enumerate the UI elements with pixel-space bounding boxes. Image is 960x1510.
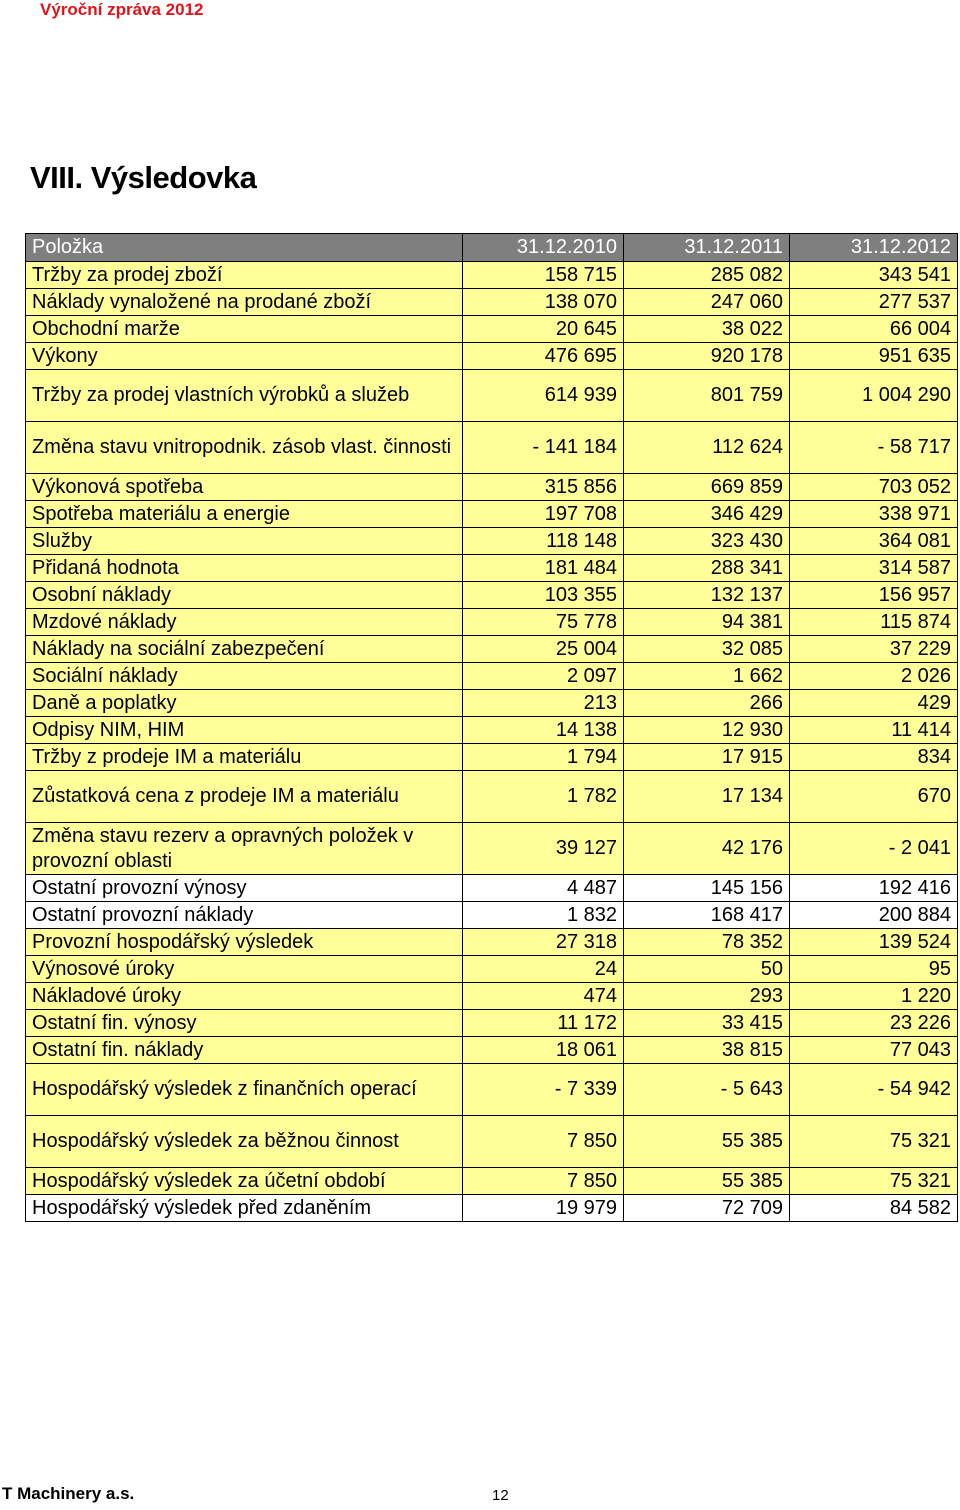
value-2010: 103 355: [463, 582, 624, 609]
value-2012: 343 541: [790, 262, 958, 289]
value-2012: 75 321: [790, 1168, 958, 1195]
row-label: Nákladové úroky: [26, 983, 463, 1010]
table-row: [26, 555, 958, 582]
value-2010: 11 172: [463, 1010, 624, 1037]
value-2011: 38 815: [624, 1037, 790, 1064]
value-2010: 4 487: [463, 875, 624, 902]
table-row: [26, 744, 958, 771]
value-2011: 55 385: [624, 1116, 790, 1168]
table-row: [26, 875, 958, 902]
value-2010: 474: [463, 983, 624, 1010]
table-row: [26, 289, 958, 316]
section-title: VIII. Výsledovka: [30, 160, 257, 195]
table-row: [26, 1037, 958, 1064]
value-2012: 95: [790, 956, 958, 983]
value-2010: 2 097: [463, 663, 624, 690]
value-2011: 50: [624, 956, 790, 983]
row-label: Provozní hospodářský výsledek: [26, 929, 463, 956]
value-2011: 132 137: [624, 582, 790, 609]
row-label: Přidaná hodnota: [26, 555, 463, 582]
table-row: [26, 501, 958, 528]
value-2012: 77 043: [790, 1037, 958, 1064]
row-label: Obchodní marže: [26, 316, 463, 343]
table-row: [26, 262, 958, 289]
value-2011: 112 624: [624, 422, 790, 474]
value-2010: 614 939: [463, 370, 624, 422]
table-row: [26, 1064, 958, 1116]
row-label: Tržby z prodeje IM a materiálu: [26, 744, 463, 771]
table-row: [26, 343, 958, 370]
value-2012: 84 582: [790, 1195, 958, 1222]
row-label: Hospodářský výsledek před zdaněním: [26, 1195, 463, 1222]
value-2011: 801 759: [624, 370, 790, 422]
row-label: Spotřeba materiálu a energie: [26, 501, 463, 528]
value-2012: - 2 041: [790, 823, 958, 875]
table-row: [26, 609, 958, 636]
footer-company: T Machinery a.s.: [2, 1484, 135, 1503]
value-2010: 27 318: [463, 929, 624, 956]
value-2011: 323 430: [624, 528, 790, 555]
value-2010: 315 856: [463, 474, 624, 501]
value-2012: 364 081: [790, 528, 958, 555]
value-2010: 118 148: [463, 528, 624, 555]
table-row: [26, 528, 958, 555]
table-row: [26, 717, 958, 744]
table-row: [26, 771, 958, 823]
row-label: Hospodářský výsledek za běžnou činnost: [26, 1116, 463, 1168]
row-label: Sociální náklady: [26, 663, 463, 690]
value-2010: 158 715: [463, 262, 624, 289]
row-label: Zůstatková cena z prodeje IM a materiálu: [26, 771, 463, 823]
value-2010: 1 782: [463, 771, 624, 823]
column-header-item: Položka: [26, 234, 463, 262]
value-2012: 11 414: [790, 717, 958, 744]
table-row: [26, 636, 958, 663]
value-2010: 1 832: [463, 902, 624, 929]
table-row: [26, 902, 958, 929]
row-label: Náklady vynaložené na prodané zboží: [26, 289, 463, 316]
table-row: [26, 422, 958, 474]
row-label: Služby: [26, 528, 463, 555]
value-2011: 42 176: [624, 823, 790, 875]
value-2012: 115 874: [790, 609, 958, 636]
table-row: [26, 823, 958, 875]
table-row: [26, 983, 958, 1010]
value-2010: - 141 184: [463, 422, 624, 474]
value-2012: - 54 942: [790, 1064, 958, 1116]
column-header-2012: 31.12.2012: [790, 234, 958, 262]
value-2012: 200 884: [790, 902, 958, 929]
value-2010: 14 138: [463, 717, 624, 744]
value-2011: 168 417: [624, 902, 790, 929]
row-label: Výkonová spotřeba: [26, 474, 463, 501]
table-row: [26, 956, 958, 983]
value-2012: 139 524: [790, 929, 958, 956]
table-row: [26, 370, 958, 422]
row-label: Ostatní provozní náklady: [26, 902, 463, 929]
value-2011: 12 930: [624, 717, 790, 744]
value-2012: 1 220: [790, 983, 958, 1010]
value-2010: 181 484: [463, 555, 624, 582]
value-2012: 2 026: [790, 663, 958, 690]
value-2010: 18 061: [463, 1037, 624, 1064]
value-2011: 55 385: [624, 1168, 790, 1195]
table-row: [26, 690, 958, 717]
value-2010: 24: [463, 956, 624, 983]
row-label: Výnosové úroky: [26, 956, 463, 983]
value-2010: - 7 339: [463, 1064, 624, 1116]
value-2012: 670: [790, 771, 958, 823]
value-2012: 156 957: [790, 582, 958, 609]
value-2012: 75 321: [790, 1116, 958, 1168]
row-label: Náklady na sociální zabezpečení: [26, 636, 463, 663]
column-header-2011: 31.12.2011: [624, 234, 790, 262]
value-2012: - 58 717: [790, 422, 958, 474]
value-2010: 39 127: [463, 823, 624, 875]
table-row: [26, 1116, 958, 1168]
value-2011: 17 134: [624, 771, 790, 823]
value-2012: 37 229: [790, 636, 958, 663]
value-2011: 72 709: [624, 1195, 790, 1222]
value-2012: 1 004 290: [790, 370, 958, 422]
value-2011: 17 915: [624, 744, 790, 771]
value-2012: 703 052: [790, 474, 958, 501]
value-2010: 7 850: [463, 1168, 624, 1195]
value-2011: 78 352: [624, 929, 790, 956]
value-2011: 288 341: [624, 555, 790, 582]
value-2011: 920 178: [624, 343, 790, 370]
value-2011: 247 060: [624, 289, 790, 316]
row-label: Hospodářský výsledek za účetní období: [26, 1168, 463, 1195]
value-2011: 1 662: [624, 663, 790, 690]
value-2010: 197 708: [463, 501, 624, 528]
row-label: Mzdové náklady: [26, 609, 463, 636]
table-row: [26, 1168, 958, 1195]
value-2012: 951 635: [790, 343, 958, 370]
table-row: [26, 929, 958, 956]
value-2012: 429: [790, 690, 958, 717]
table-row: [26, 663, 958, 690]
value-2012: 277 537: [790, 289, 958, 316]
value-2010: 213: [463, 690, 624, 717]
table-row: [26, 316, 958, 343]
report-title: Výroční zpráva 2012: [40, 0, 204, 19]
value-2012: 834: [790, 744, 958, 771]
income-statement-table: [25, 233, 958, 1222]
row-label: Změna stavu rezerv a opravných položek v provozní oblasti: [26, 823, 463, 875]
row-label: Hospodářský výsledek z finančních operací: [26, 1064, 463, 1116]
value-2012: 314 587: [790, 555, 958, 582]
value-2010: 1 794: [463, 744, 624, 771]
value-2010: 75 778: [463, 609, 624, 636]
value-2010: 138 070: [463, 289, 624, 316]
value-2011: 145 156: [624, 875, 790, 902]
row-label: Daně a poplatky: [26, 690, 463, 717]
column-header-2010: 31.12.2010: [463, 234, 624, 262]
row-label: Osobní náklady: [26, 582, 463, 609]
row-label: Změna stavu vnitropodnik. zásob vlast. činnosti: [26, 422, 463, 474]
row-label: Odpisy NIM, HIM: [26, 717, 463, 744]
table-row: [26, 474, 958, 501]
value-2011: 38 022: [624, 316, 790, 343]
row-label: Ostatní fin. výnosy: [26, 1010, 463, 1037]
row-label: Výkony: [26, 343, 463, 370]
value-2010: 7 850: [463, 1116, 624, 1168]
value-2012: 338 971: [790, 501, 958, 528]
table-row: [26, 582, 958, 609]
value-2011: 266: [624, 690, 790, 717]
value-2011: 32 085: [624, 636, 790, 663]
value-2010: 20 645: [463, 316, 624, 343]
value-2011: 94 381: [624, 609, 790, 636]
value-2012: 23 226: [790, 1010, 958, 1037]
value-2012: 192 416: [790, 875, 958, 902]
value-2010: 25 004: [463, 636, 624, 663]
table-row: [26, 1195, 958, 1222]
value-2011: 669 859: [624, 474, 790, 501]
table-row: [26, 1010, 958, 1037]
row-label: Tržby za prodej vlastních výrobků a služeb: [26, 370, 463, 422]
value-2011: 285 082: [624, 262, 790, 289]
row-label: Ostatní fin. náklady: [26, 1037, 463, 1064]
page-number: 12: [492, 1487, 509, 1504]
value-2010: 476 695: [463, 343, 624, 370]
value-2011: 33 415: [624, 1010, 790, 1037]
value-2011: 293: [624, 983, 790, 1010]
value-2011: - 5 643: [624, 1064, 790, 1116]
value-2010: 19 979: [463, 1195, 624, 1222]
row-label: Tržby za prodej zboží: [26, 262, 463, 289]
row-label: Ostatní provozní výnosy: [26, 875, 463, 902]
value-2012: 66 004: [790, 316, 958, 343]
table-header-row: [26, 234, 958, 262]
value-2011: 346 429: [624, 501, 790, 528]
